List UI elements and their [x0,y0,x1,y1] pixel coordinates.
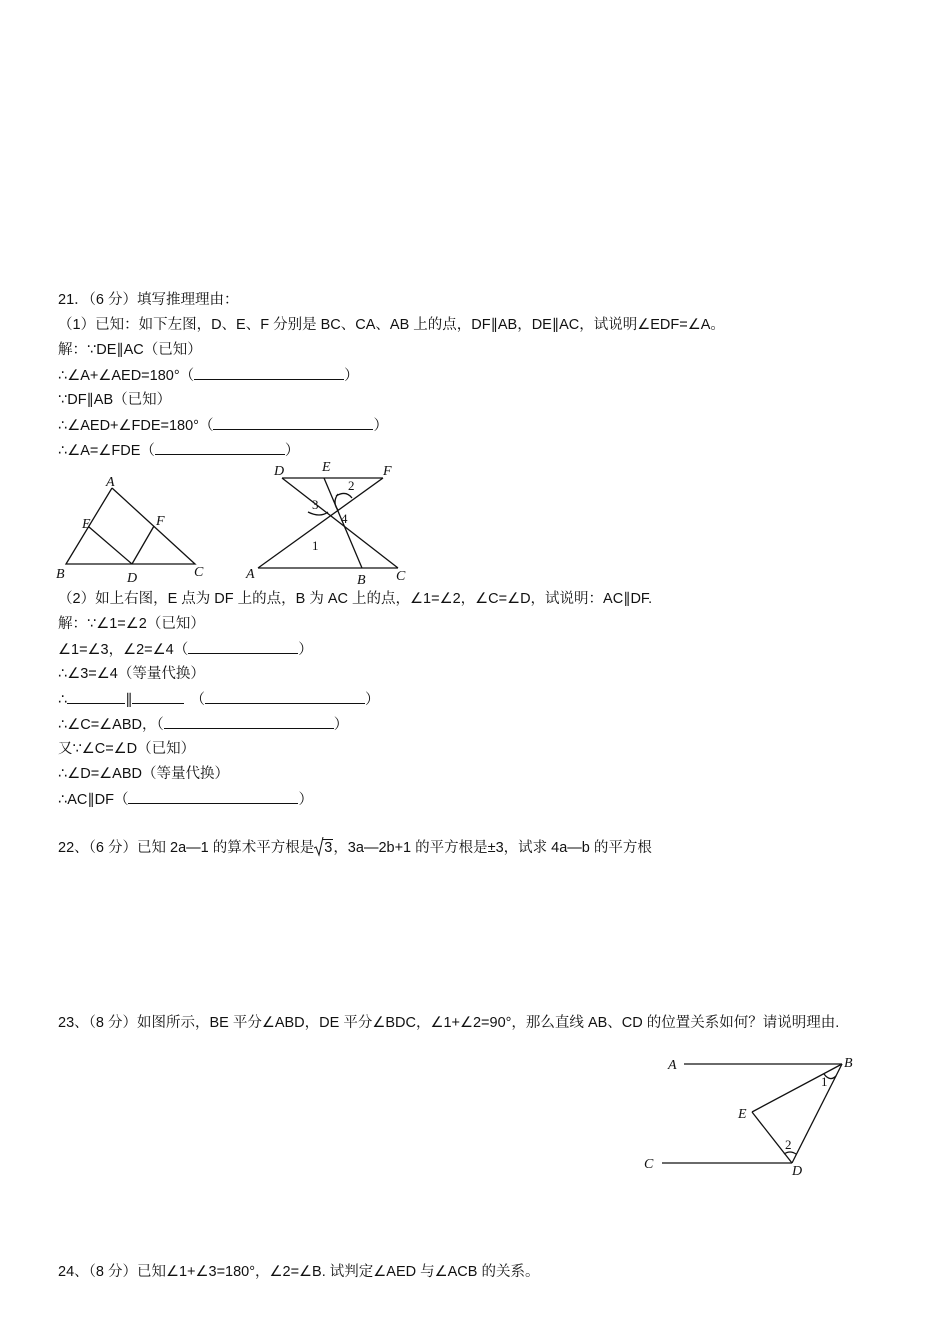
q21-part1-statement: （1）已知：如下左图，D、E、F 分别是 BC、CA、AB 上的点，DF∥AB，DE∥AC，试说明∠EDF=∠A。 [58,317,725,333]
q21-p1-line2 [58,365,359,386]
answer-blank[interactable] [194,365,344,380]
q21-p2-line3: ∴∠3=∠4（等量代换） [58,666,205,682]
sqrt-expression [314,838,333,858]
label-C: C [644,1157,654,1172]
q21-title: 21．（6 分）填写推理理由： [58,292,239,308]
paren-close: ） [298,792,313,808]
q21-p2-line5 [58,714,348,735]
answer-blank[interactable] [155,440,285,455]
label-C: C [194,565,204,580]
q21-part2-statement: （2）如上右图，E 点为 DF 上的点，B 为 AC 上的点，∠1=∠2，∠C=∠D，试说明：AC∥DF. [58,591,653,607]
label-D: D [274,464,285,479]
q21-p2-line1: 解：∵∠1=∠2（已知） [58,616,205,632]
q21-p1-line5 [58,440,299,461]
label-E: E [738,1107,747,1122]
answer-blank[interactable] [67,689,125,704]
angle-1: 1 [821,1074,828,1089]
answer-blank[interactable] [132,689,184,704]
parallel-sign: ∥ [125,692,133,708]
label-A: A [246,567,255,582]
paren-open: （ [190,692,205,708]
q21-p2-line8 [58,789,313,810]
sqrt-radicand: 3 [324,840,333,856]
label-F: F [156,514,165,529]
q21-p2-line7: ∴∠D=∠ABD（等量代换） [58,766,229,782]
q21-p2-line8-text: ∴AC∥DF（ [58,792,129,808]
q21-p1-line4 [58,415,388,436]
label-C: C [396,569,406,584]
label-F: F [383,464,392,479]
angle-3: 3 [312,497,319,512]
angle-4: 4 [341,511,348,526]
label-B: B [844,1056,853,1071]
q21-p1-line2-text: ∴∠A+∠AED=180°（ [58,368,195,384]
label-D: D [127,571,138,584]
label-D: D [792,1164,803,1179]
answer-blank[interactable] [188,639,298,654]
q21-p2-line5-text: ∴∠C=∠ABD，（ [58,717,164,733]
q21-p2-line6: 又∵∠C=∠D（已知） [58,741,196,757]
paren-close: ） [364,692,380,708]
q24-text: 24、（8 分）已知∠1+∠3=180°，∠2=∠B. 试判定∠AED 与∠ACB 的关系。 [58,1264,540,1280]
q21-p2-line2 [58,639,313,660]
q21-p1-line1: 解：∵DE∥AC（已知） [58,342,202,358]
q21-p2-line4 [58,689,379,710]
therefore: ∴ [58,692,68,708]
answer-blank[interactable] [205,689,365,704]
paren-close: ） [344,368,359,384]
paren-close: ） [298,642,313,658]
q23-text: 23、（8 分）如图所示，BE 平分∠ABD，DE 平分∠BDC，∠1+∠2=90°，那么直线 AB、CD 的位置关系如何？请说明理由. [58,1015,840,1031]
angle-2: 2 [785,1137,792,1152]
q21-p2-line2-text: ∠1=∠3，∠2=∠4（ [58,642,189,658]
q21-p1-line3: ∵DF∥AB（已知） [58,392,172,408]
q21-p1-line5-text: ∴∠A=∠FDE（ [58,443,155,459]
paren-close: ） [284,443,300,459]
label-B: B [357,573,366,586]
label-B: B [56,567,65,582]
label-E: E [82,517,91,532]
q21-p1-line4-text: ∴∠AED+∠FDE=180°（ [58,418,214,434]
label-A: A [106,475,115,490]
answer-blank[interactable] [164,714,334,729]
label-E: E [322,460,331,475]
q22-text [58,838,652,858]
label-A: A [668,1058,677,1073]
q23-figure [640,1050,870,1180]
paren-close: ） [333,717,349,733]
parallel-figure-right [240,460,430,586]
q22-pre: 22、（6 分）已知 2a—1 的算术平方根是 [58,840,315,856]
radical-sign-icon [314,837,324,857]
triangle-figure-left [52,472,222,584]
answer-blank[interactable] [128,789,298,804]
angle-2: 2 [348,478,355,493]
q22-post: ，3a—2b+1 的平方根是±3，试求 4a—b 的平方根 [333,840,652,856]
paren-close: ） [373,418,388,434]
angle-1: 1 [312,538,319,553]
answer-blank[interactable] [213,415,373,430]
